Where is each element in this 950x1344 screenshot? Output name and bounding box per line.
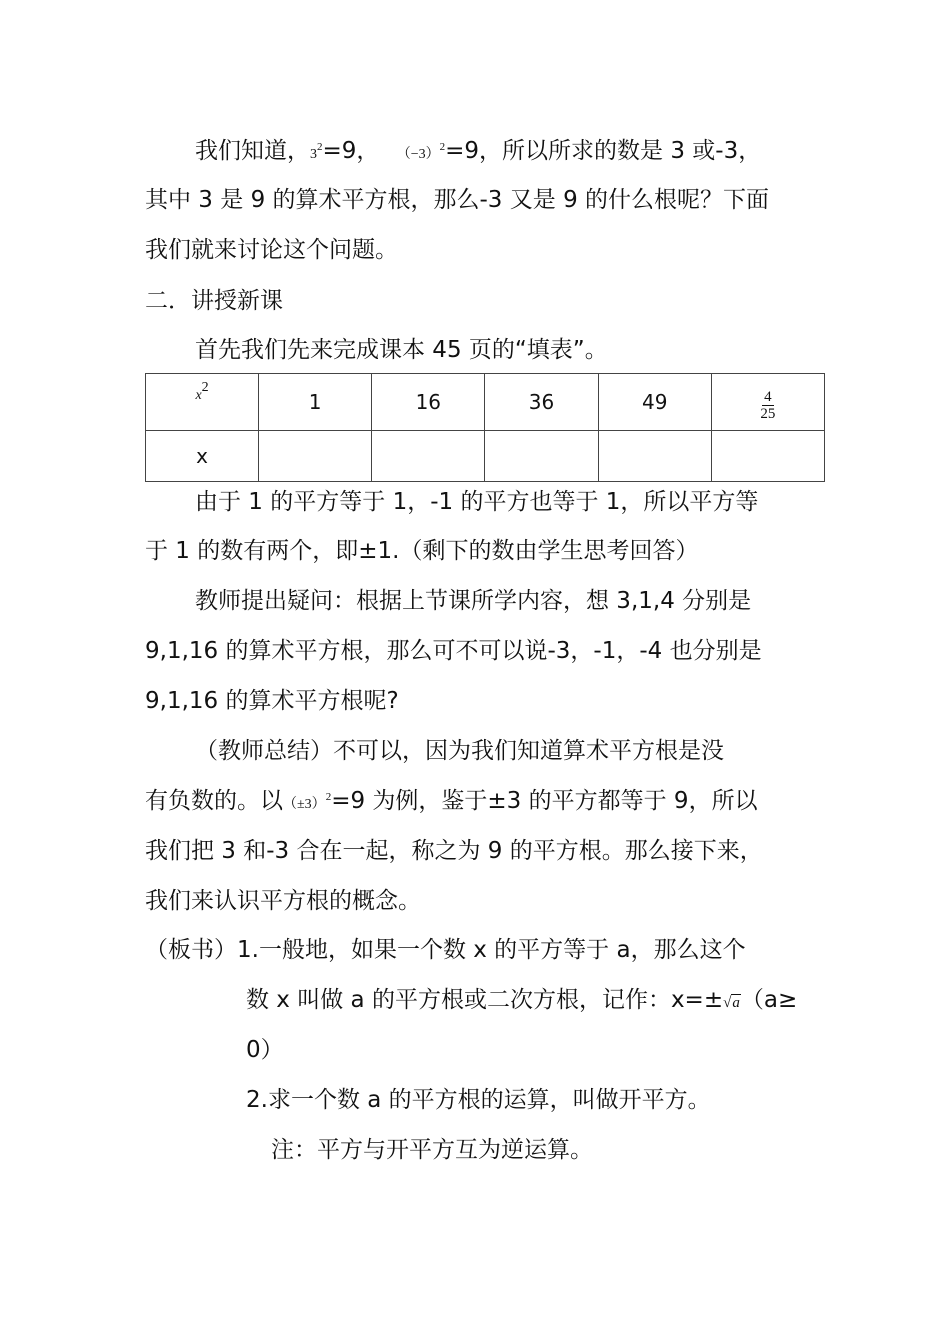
table-row [146, 431, 825, 482]
intro-line-2: 其中 3 是 9 的算术平方根，那么-3 又是 9 的什么根呢？下面 [145, 187, 770, 213]
para3-line-1: （教师总结）不可以，因为我们知道算术平方根是没 [195, 738, 724, 764]
para1-line-1: 由于 1 的平方等于 1，-1 的平方也等于 1，所以平方等 [195, 489, 759, 515]
math-neg-three-paren: $(-3)^2$ [396, 141, 446, 162]
intro-line-3: 我们就来讨论这个问题。 [145, 237, 398, 263]
table-header-x: x [146, 431, 259, 482]
table-cell: 36 [485, 374, 598, 431]
table-cell-empty [485, 431, 598, 482]
table-cell-empty [372, 431, 485, 482]
fill-in-table [145, 373, 825, 482]
board-note: 注：平方与开平方互为逆运算。 [271, 1137, 593, 1163]
intro-line-1: 我们知道，$3^2=9$， $(-3)^2=9$，所以所求的数是 3 或-3， [195, 138, 762, 164]
board-line-4: 2.求一个数 a 的平方根的运算，叫做开平方。 [246, 1087, 711, 1113]
table-cell-empty [711, 431, 824, 482]
table-cell: 49 [598, 374, 711, 431]
table-cell-empty [598, 431, 711, 482]
para2-line-1: 教师提出疑问：根据上节课所学内容，想 3,1,4 分别是 [195, 588, 752, 614]
board-line-2: 数 x 叫做 a 的平方根或二次方根，记作：x=±√a（a≥ [246, 987, 798, 1013]
table-cell: 16 [372, 374, 485, 431]
section-heading: 二．讲授新课 [145, 288, 283, 314]
math-pm-three-paren: $(\pm 3)^2$ [283, 791, 332, 812]
table-header-x-squared: $x^2$ [146, 374, 259, 431]
fraction: $\frac{4}{25}$ [760, 389, 776, 422]
math-three-squared: $3^2$ [310, 141, 323, 162]
board-line-3: 0） [246, 1037, 284, 1063]
para1-line-2: 于 1 的数有两个，即±1.（剩下的数由学生思考回答） [145, 538, 699, 564]
board-line-1: （板书）1.一般地，如果一个数 x 的平方等于 a，那么这个 [145, 937, 746, 963]
square-root: √a [723, 995, 740, 1011]
table-intro: 首先我们先来完成课本 45 页的“填表”。 [195, 337, 608, 363]
table-cell-empty [259, 431, 372, 482]
para3-line-2: 有负数的。以$(\pm 3)^2=9$ 为例，鉴于±3 的平方都等于 9，所以 [145, 788, 758, 814]
table-cell-fraction [711, 374, 824, 431]
para2-line-2: 9,1,16 的算术平方根，那么可不可以说-3，-1，-4 也分别是 [145, 638, 762, 664]
table-cell: 1 [259, 374, 372, 431]
para3-line-3: 我们把 3 和-3 合在一起，称之为 9 的平方根。那么接下来， [145, 838, 763, 864]
table-row [146, 374, 825, 431]
para3-line-4: 我们来认识平方根的概念。 [145, 888, 421, 914]
para2-line-3: 9,1,16 的算术平方根呢? [145, 688, 399, 714]
